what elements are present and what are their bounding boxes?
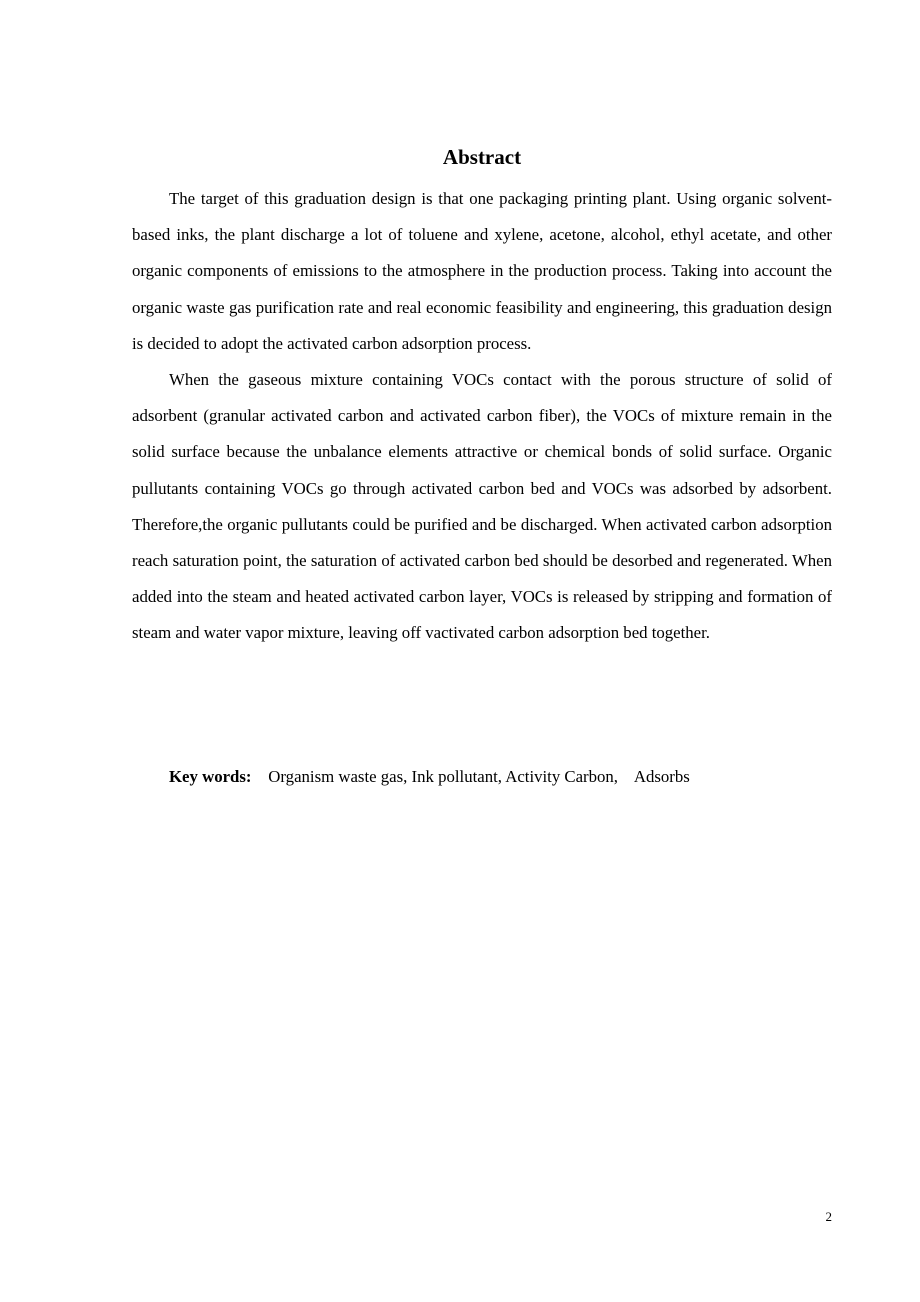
keywords-line [169, 760, 690, 794]
keywords-label: Key words: [169, 767, 252, 786]
abstract-body [132, 181, 832, 652]
abstract-paragraph: When the gaseous mixture containing VOCs contact with the porous structure of solid of adsorbent (granular activated carbon and activated carbon fiber), the VOCs of mixture remain in the solid surface because the unbalance elements attractive or chemical bonds of solid surface. Organic pullutants containing VOCs go through activated carbon bed and VOCs was adsorbed by adsorbent. Therefore,the organic pullutants could be purified and be discharged. When activated carbon adsorption reach saturation point, the saturation of activated carbon bed should be desorbed and regenerated. When added into the steam and heated activated carbon layer, VOCs is released by stripping and formation of steam and water vapor mixture, leaving off vactivated carbon adsorption bed together. [132, 370, 832, 643]
abstract-paragraph: The target of this graduation design is that one packaging printing plant. Using organic solvent-based inks, the plant discharge a lot of toluene and xylene, acetone, alcohol, ethyl acetate, and other organic components of emissions to the atmosphere in the production process. Taking into account the organic waste gas purification rate and real economic feasibility and engineering, this graduation design is decided to adopt the activated carbon adsorption process. [132, 189, 832, 353]
page-number: 2 [825, 1209, 832, 1224]
keywords-text: Organism waste gas, Ink pollutant, Activity Carbon, Adsorbs [268, 767, 690, 786]
abstract-heading: Abstract [442, 145, 522, 169]
